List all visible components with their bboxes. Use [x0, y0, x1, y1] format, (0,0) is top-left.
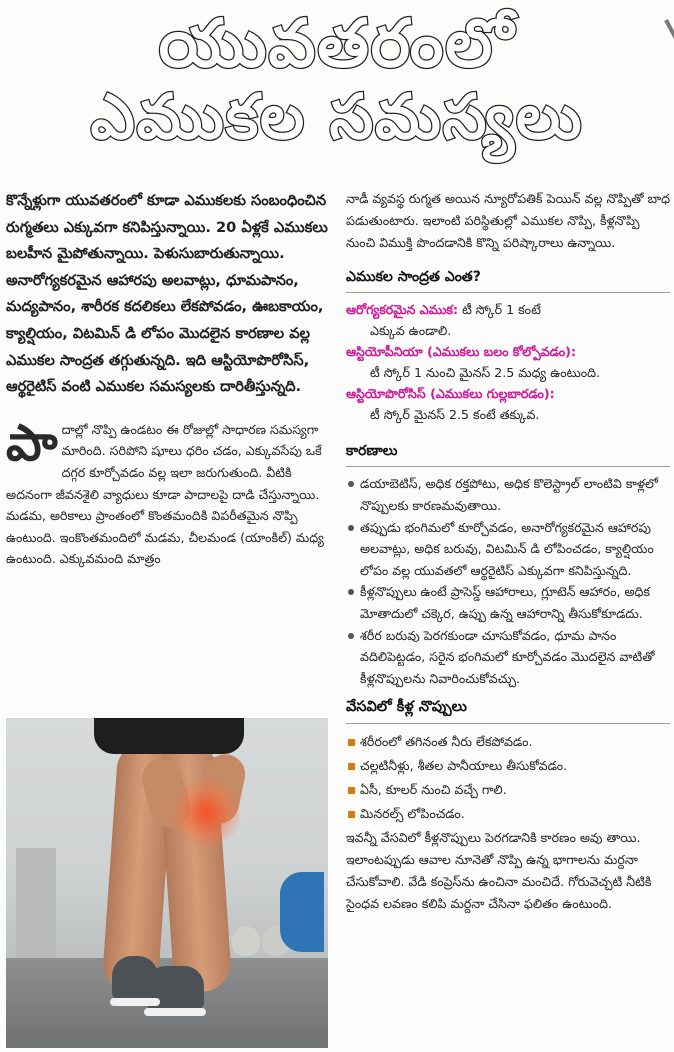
list-item: డయాబెటిస్, అధిక రక్తపోటు, అధిక కొలెస్ట్రాల్ లాంటివి కాళ్లలో నొప్పులకు కారణమవుతాయి.: [346, 473, 670, 516]
list-item: శరీరంలో తగినంత నీరు లేకపోవడం.: [346, 730, 670, 754]
list-item: ఏసీ, కూలర్ నుంచి వచ్చే గాలి.: [346, 778, 670, 802]
pain-glow: [171, 778, 241, 848]
knee-pain-photo: [6, 718, 328, 1048]
density-section: [346, 269, 670, 425]
square-bullet-icon: [348, 739, 355, 746]
bullet-icon: [348, 525, 354, 531]
right-column: [346, 188, 670, 915]
square-bullet-icon: [348, 763, 355, 770]
density-label: ఆరోగ్యకరమైన ఎముక:: [346, 302, 459, 318]
summer-heading: వేసవిలో కీళ్ల నొప్పులు: [346, 699, 670, 724]
summer-section: [346, 699, 670, 915]
list-item: కీళ్లనొప్పులు ఉంటే ప్రాసెస్డ్ ఆహారాలు, గ్లూటెన్ ఆహారం, అధిక మోతాదులో చక్కెర, ఉప్పు ఉన్న ఆహారాన్ని తీసుకోకూడదు.: [346, 581, 670, 624]
bullet-icon: [348, 633, 354, 639]
bullet-icon: [348, 481, 354, 487]
left-column: [6, 188, 334, 570]
dropcap-letter: పా: [6, 413, 58, 472]
density-row: [346, 341, 670, 383]
square-bullet-icon: [348, 811, 355, 818]
headline-line-2: ఎముకల సమస్యలు: [90, 79, 584, 153]
list-item: శరీర బరువు పెరగకుండా చూసుకోవడం, ధూమ పానం వదిలిపెట్టడం, సరైన భంగిమలో కూర్చోవడం మొదలైన వాటితో కీళ్లనొప్పులను నివారించుకోవచ్చు.: [346, 625, 670, 690]
density-label: ఆస్టియోపీనియా (ఎముకలు బలం కోల్పోవడం):: [346, 344, 576, 360]
headline: [0, 5, 674, 153]
lead-paragraph: [6, 188, 334, 401]
density-value: టీ స్కోర్ 1 నుంచి మైనస్ 2.5 మధ్య ఉంటుంది.: [370, 365, 600, 381]
list-item: తప్పుడు భంగిమలో కూర్చోవడం, అనారోగ్యకరమైన ఆహారపు అలవాట్లు, అధిక బరువు, విటమిన్ డి లోపించడం, క్యాల్షియం లోపం వల్ల యువతలో ఆర్థరైటిస్ ఎక్కువగా కనిపిస్తున్నది.: [346, 517, 670, 582]
bullet-icon: [348, 589, 354, 595]
density-value: టీ స్కోర్ 1 కంటే: [462, 302, 541, 318]
dropcap-paragraph: [6, 413, 334, 570]
density-row: [346, 383, 670, 425]
summer-tail-paragraph: ఇవన్నీ వేసవిలో కీళ్లనొప్పులు పెరగడానికి కారణం అవు తాయి. ఇలాంటప్పుడు ఆవాల నూనెతో నొప్పి ఉన్న భాగాలను మర్దనా చేసుకోవాలి. వేడి కంప్రెస్‌ను ఉంచినా మంచిదే. గోరువెచ్చటి నీటికి సైంధవ లవణం కలిపి మర్దనా చేసినా ఫలితం ఉంటుంది.: [346, 830, 652, 912]
headline-line-1: యువతరంలో: [158, 5, 516, 82]
lead-text: కొన్నేళ్లుగా యువతరంలో కూడా ఎముకలకు సంబంధించిన రుగ్మతలు ఎక్కువగా కనిపిస్తున్నాయి. 20 ఏళ్లకే ఎముకలు బలహీన మైపోతున్నాయి. పెళుసుబారుతున్నాయి. అనారోగ్యకరమైన ఆహారపు అలవాట్లు, ధూమపానం, మద్యపానం, శారీరక కదలికలు లేకపోవడం, ఊబకాయం, క్యాల్షియం, విటమిన్ డి లోపం మొదలైన కారణాల వల్ల ఎముకల సాంద్రత తగ్గుతున్నది. ఇది ఆస్టియోపొరోసిస్, ఆర్థరైటిస్ వంటి ఎముకల సమస్యలకు దారితీస్తున్నది.: [6, 192, 328, 396]
dropcap-text: దాల్లో నొప్పి ఉండటం ఈ రోజుల్లో సాధారణ సమస్యగా మారింది. సరిపోని షూలు ధరిం చడం, ఎక్కువసేపు ఒకే దగ్గర కూర్చోవడం వల్ల ఇలా జరుగుతుంది. వీటికి అదనంగా జీవనశైలి వ్యాధులు కూడా పాదాలపై దాడి చేస్తున్నాయి. మడమ, అరికాలు ప్రాంతంలో కొంతమందికి విపరీతమైన నొప్పి ఉంటుంది. ఇంకొంతమందిలో మడమ, చీలమండ (యాంకిల్) మధ్య ఉంటుంది. ఎక్కువమంది మాత్రం: [6, 421, 324, 567]
density-row: [346, 299, 670, 341]
list-item: చల్లటినీళ్లు, శీతల పానీయాలు తీసుకోవడం.: [346, 754, 670, 778]
right-intro: నాడీ వ్యవస్థ రుగ్మత అయిన న్యూరోపతిక్ పెయిన్ వల్ల నొప్పితో బాధ పడుతుంటారు. ఇలాంటి పరిస్థితుల్లో ఎముకల నొప్పి, కీళ్లనొప్పి నుంచి విముక్తి పొందడానికి కొన్ని పరిష్కారాలు ఉన్నాయి.: [346, 191, 670, 250]
density-heading: ఎముకల సాంద్రత ఎంత?: [346, 269, 670, 293]
square-bullet-icon: [348, 787, 355, 794]
causes-heading: కారణాలు: [346, 443, 670, 467]
list-item: మినరల్స్ లోపించడం.: [346, 802, 670, 826]
density-value: టీ స్కోర్ మైనస్ 2.5 కంటే తక్కువ.: [370, 407, 540, 423]
causes-section: [346, 443, 670, 689]
density-value-cont: ఎక్కువ ఉండాలి.: [370, 323, 452, 339]
density-label: ఆస్టియోపొరోసిస్ (ఎముకలు గుల్లబారడం):: [346, 386, 555, 402]
